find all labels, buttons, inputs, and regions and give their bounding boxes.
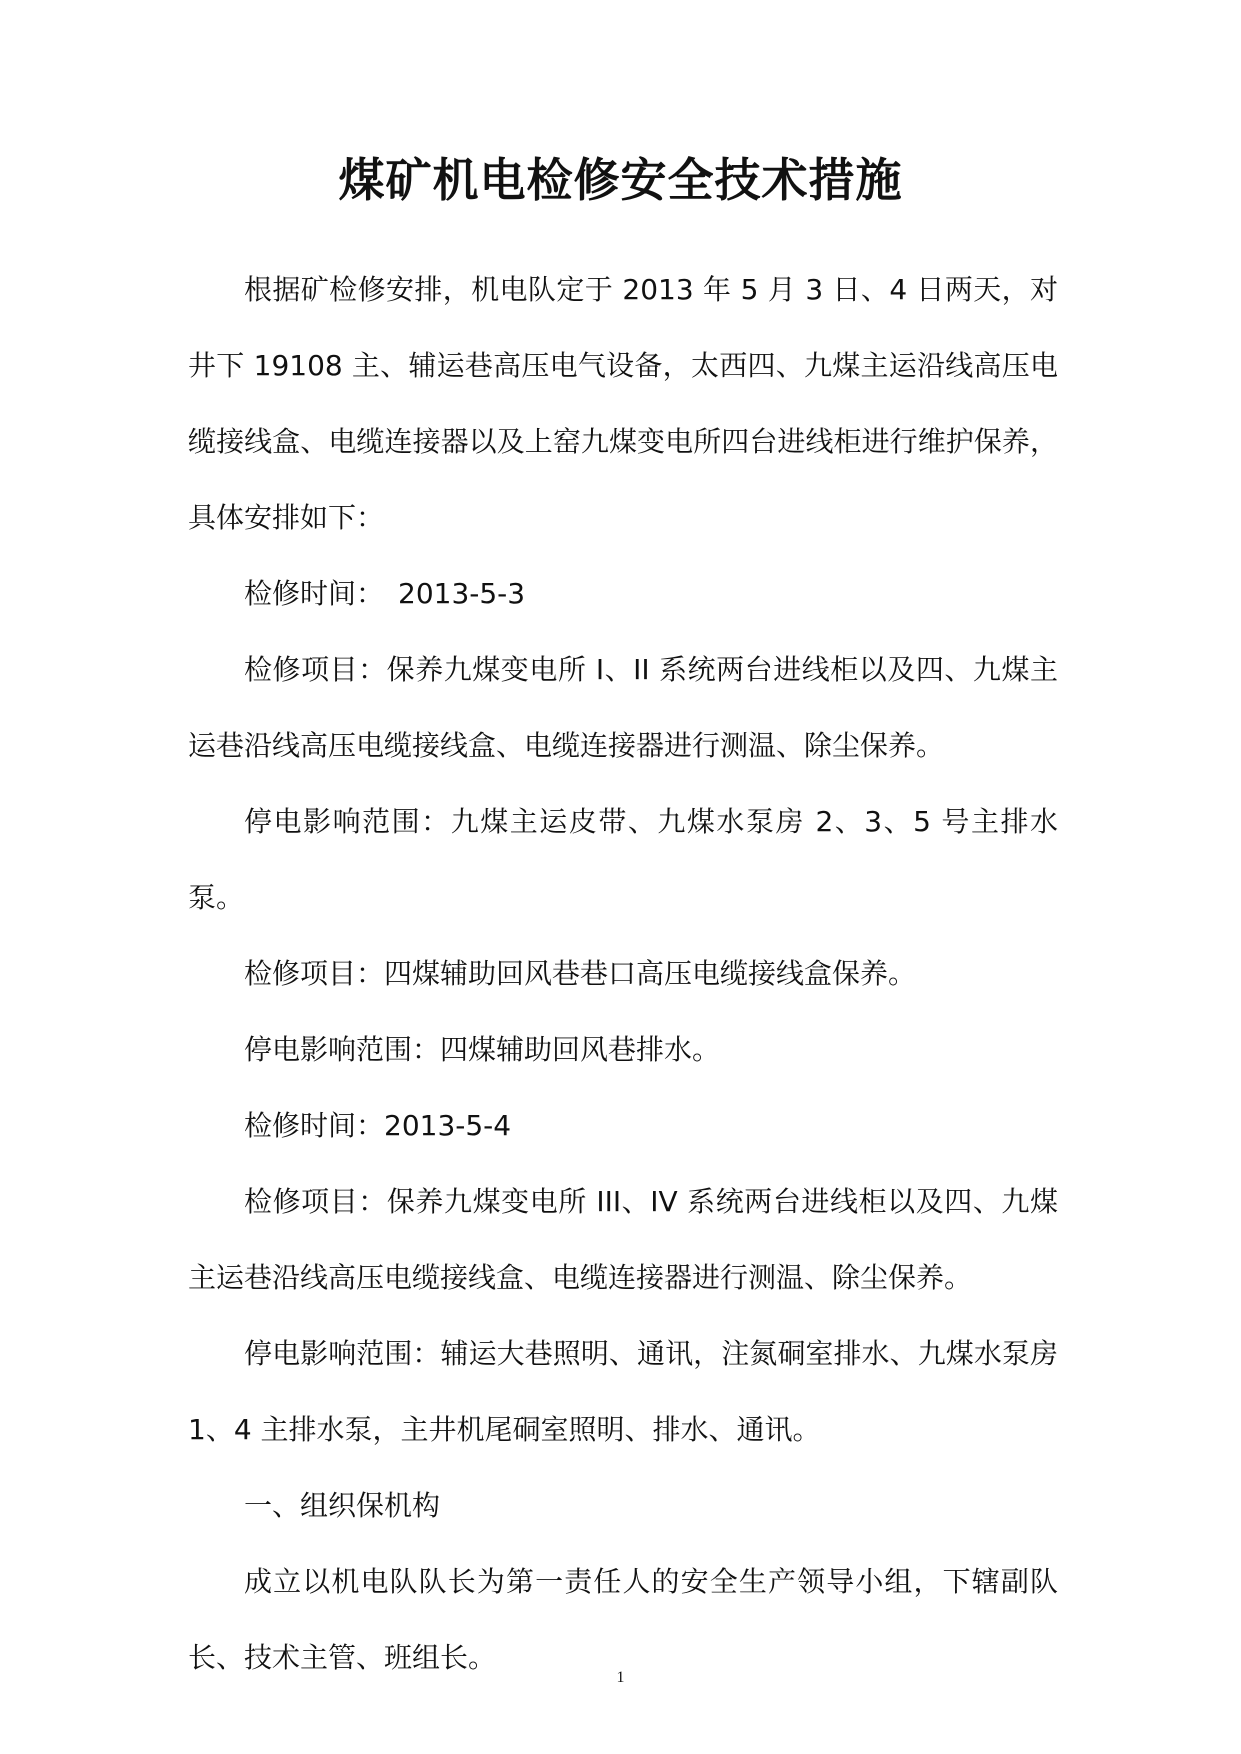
paragraph-maintenance-time-1: 检修时间： 2013-5-3 [244, 577, 526, 610]
paragraph-maintenance-time-2: 检修时间：2013-5-4 [244, 1109, 512, 1142]
paragraph-maintenance-item-2: 检修项目：四煤辅助回风巷巷口高压电缆接线盒保养。 [244, 957, 917, 990]
paragraph-outage-scope-1: 停电影响范围：九煤主运皮带、九煤水泵房 2、3、5 号主排水泵。 [188, 805, 1058, 914]
paragraph-organization: 成立以机电队队长为第一责任人的安全生产领导小组，下辖副队长、技术主管、班组长。 [188, 1565, 1058, 1674]
section-heading-organization: 一、组织保机构 [244, 1489, 441, 1522]
paragraph-outage-scope-3: 停电影响范围：辅运大巷照明、通讯，注氮硐室排水、九煤水泵房 1、4 主排水泵，主井机尾硐室照明、排水、通讯。 [188, 1337, 1058, 1446]
page-number: 1 [616, 1669, 625, 1686]
paragraph-intro: 根据矿检修安排，机电队定于 2013 年 5 月 3 日、4 日两天，对井下 19108 主、辅运巷高压电气设备，太西四、九煤主运沿线高压电缆接线盒、电缆连接器以及上窑九煤变电所四台进线柜进行维护保养，具体安排如下： [188, 273, 1058, 534]
paragraph-maintenance-item-1: 检修项目：保养九煤变电所 I、II 系统两台进线柜以及四、九煤主运巷沿线高压电缆接线盒、电缆连接器进行测温、除尘保养。 [188, 653, 1058, 762]
document-title: 煤矿机电检修安全技术措施 [338, 153, 903, 207]
document-body [188, 252, 1058, 1696]
paragraph-maintenance-item-3: 检修项目：保养九煤变电所 III、IV 系统两台进线柜以及四、九煤主运巷沿线高压电缆接线盒、电缆连接器进行测温、除尘保养。 [188, 1185, 1058, 1294]
paragraph-outage-scope-2: 停电影响范围：四煤辅助回风巷排水。 [244, 1033, 721, 1066]
